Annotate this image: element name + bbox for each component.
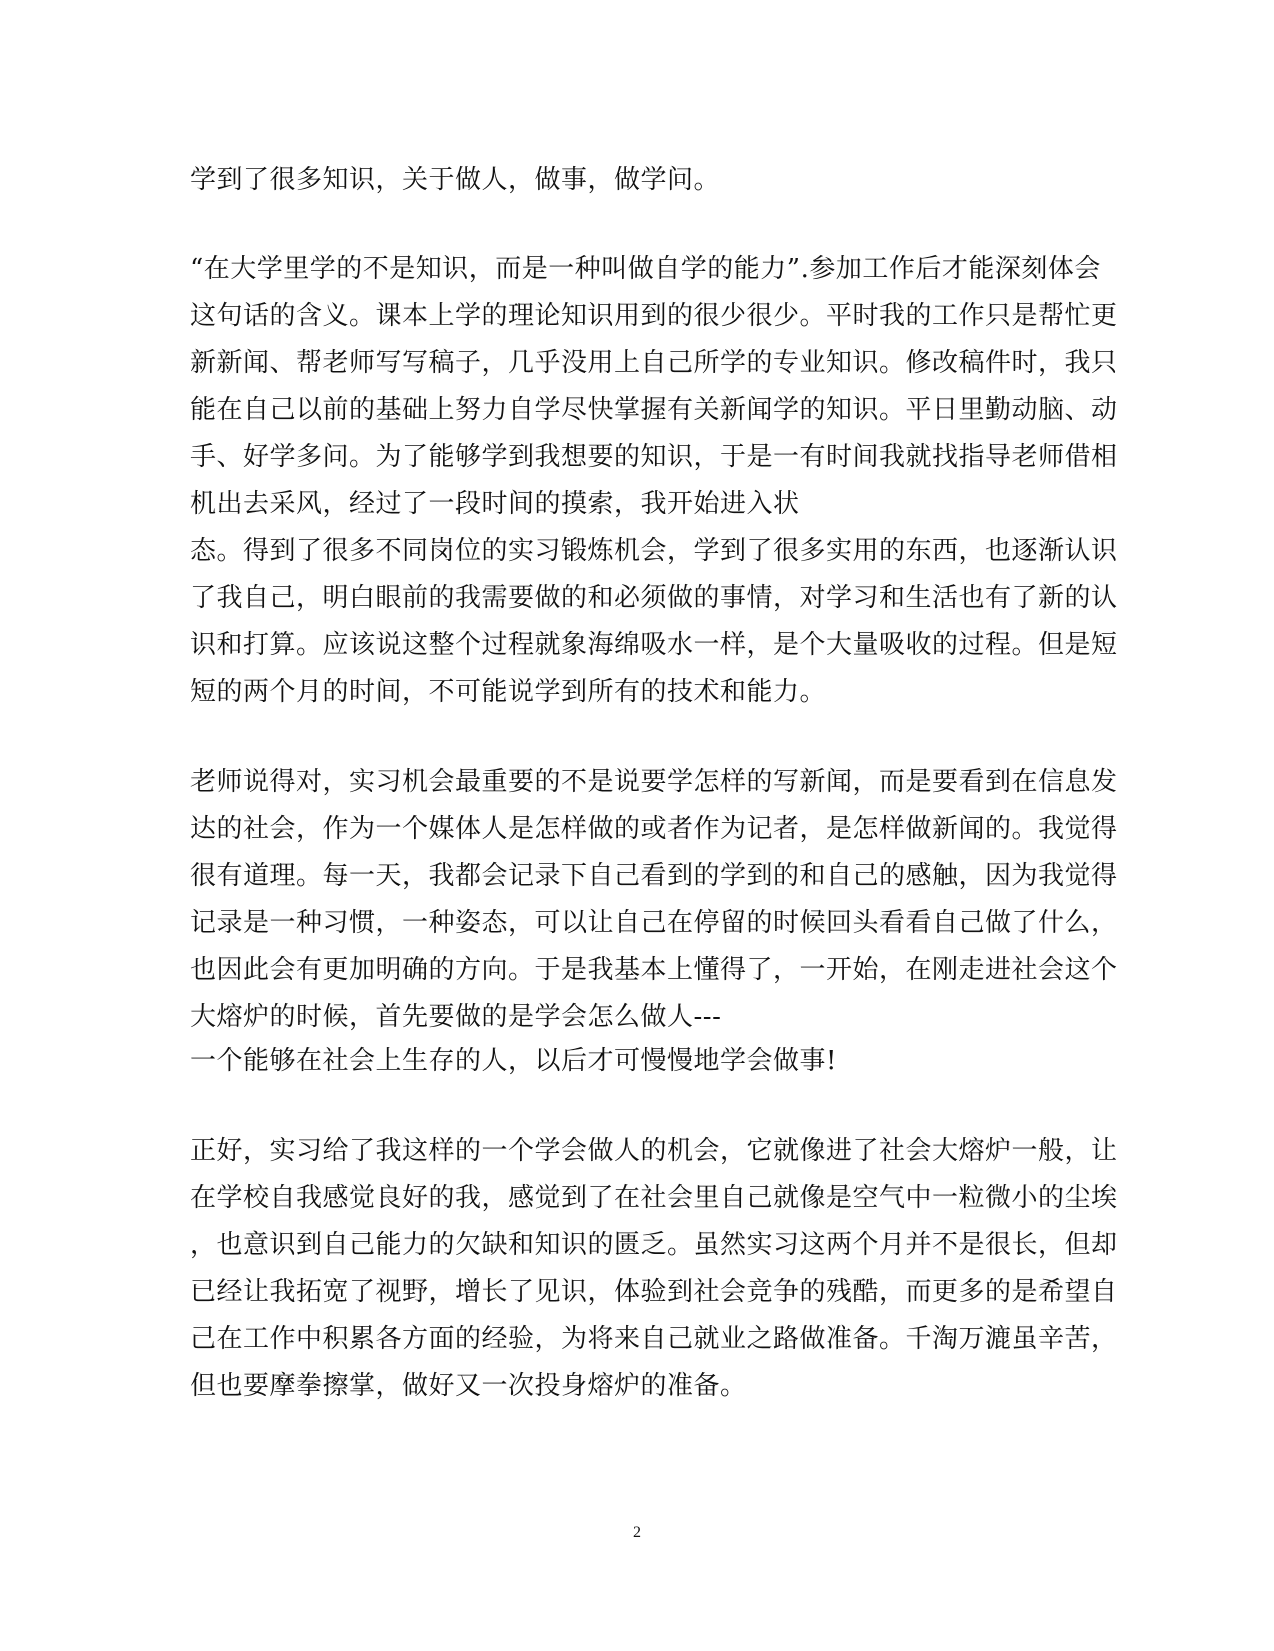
text-line: 在学校自我感觉良好的我，感觉到了在社会里自己就像是空气中一粒微小的尘埃 — [190, 1183, 1118, 1213]
text-line: 也因此会有更加明确的方向。于是我基本上懂得了，一开始，在刚走进社会这个 — [190, 955, 1118, 985]
text-line: 但也要摩拳擦掌，做好又一次投身熔炉的准备。 — [190, 1371, 747, 1401]
text-line: 了我自己，明白眼前的我需要做的和必须做的事情，对学习和生活也有了新的认 — [190, 583, 1118, 613]
text-line: 达的社会，作为一个媒体人是怎样做的或者作为记者，是怎样做新闻的。我觉得 — [190, 814, 1118, 844]
text-line: 能在自己以前的基础上努力自学尽快掌握有关新闻学的知识。平日里勤动脑、动 — [190, 395, 1118, 425]
text-line: “在大学里学的不是知识，而是一种叫做自学的能力”.参加工作后才能深刻体会 — [190, 254, 1101, 284]
text-line: 机出去采风，经过了一段时间的摸索，我开始进入状 — [190, 489, 800, 519]
text-line: 一个能够在社会上生存的人，以后才可慢慢地学会做事! — [190, 1046, 837, 1076]
text-line: 很有道理。每一天，我都会记录下自己看到的学到的和自己的感触，因为我觉得 — [190, 861, 1118, 891]
text-line: 态。得到了很多不同岗位的实习锻炼机会，学到了很多实用的东西，也逐渐认识 — [190, 536, 1118, 566]
text-line: 这句话的含义。课本上学的理论知识用到的很少很少。平时我的工作只是帮忙更 — [190, 301, 1118, 331]
text-line: 大熔炉的时候，首先要做的是学会怎么做人--- — [190, 1002, 722, 1032]
text-line: 老师说得对，实习机会最重要的不是说要学怎样的写新闻，而是要看到在信息发 — [190, 767, 1118, 797]
text-line: 正好，实习给了我这样的一个学会做人的机会，它就像进了社会大熔炉一般，让 — [190, 1136, 1118, 1166]
text-line: 手、好学多问。为了能够学到我想要的知识，于是一有时间我就找指导老师借相 — [190, 442, 1118, 472]
text-line: 学到了很多知识，关于做人，做事，做学问。 — [190, 165, 721, 195]
text-line: 短的两个月的时间，不可能说学到所有的技术和能力。 — [190, 677, 827, 707]
text-line: 新新闻、帮老师写写稿子，几乎没用上自己所学的专业知识。修改稿件时，我只 — [190, 348, 1118, 378]
text-line: 识和打算。应该说这整个过程就象海绵吸水一样，是个大量吸收的过程。但是短 — [190, 630, 1118, 660]
text-line: 已经让我拓宽了视野，增长了见识，体验到社会竞争的残酷，而更多的是希望自 — [190, 1277, 1118, 1307]
text-line: 记录是一种习惯，一种姿态，可以让自己在停留的时候回头看看自己做了什么， — [190, 908, 1118, 938]
text-line: ，也意识到自己能力的欠缺和知识的匮乏。虽然实习这两个月并不是很长，但却 — [190, 1230, 1118, 1260]
page-number: 2 — [633, 1524, 641, 1541]
text-line: 己在工作中积累各方面的经验，为将来自己就业之路做准备。千淘万漉虽辛苦， — [190, 1324, 1118, 1354]
